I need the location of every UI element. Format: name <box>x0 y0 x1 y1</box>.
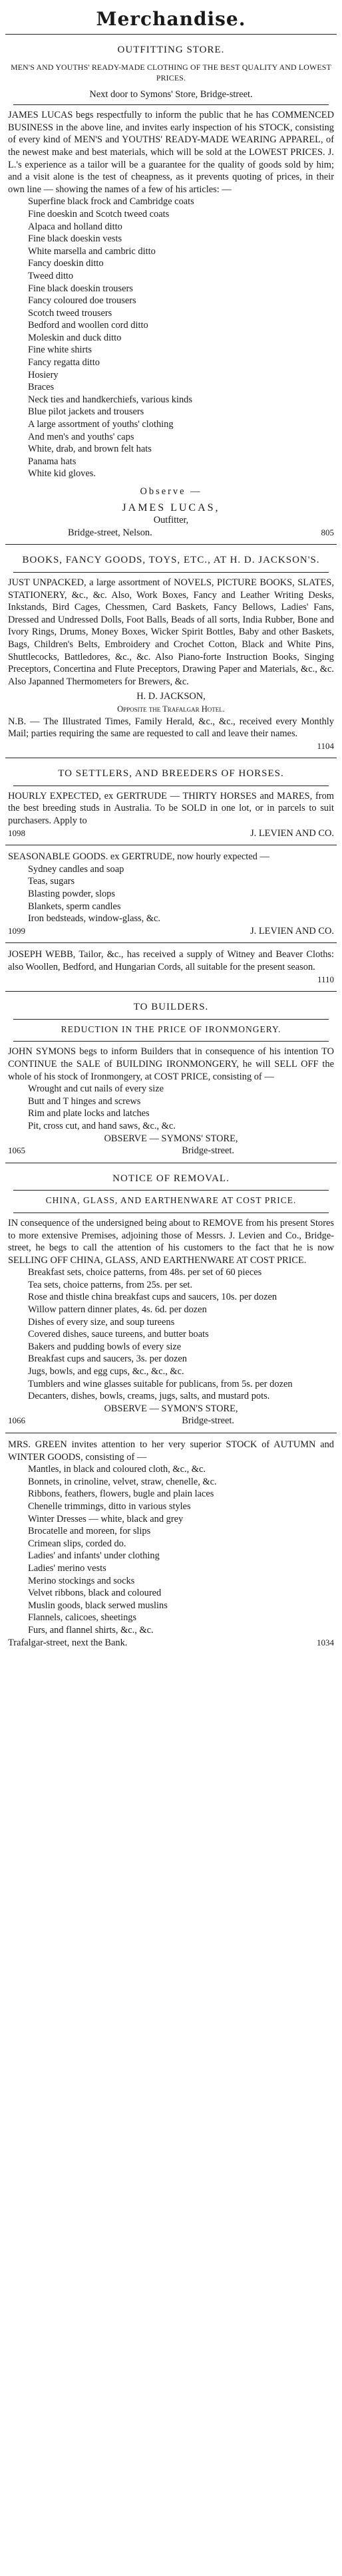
list-item: White marsella and cambric ditto <box>28 245 156 257</box>
list-item: White, drab, and brown felt hats <box>28 444 152 455</box>
list-item: Ladies' and infants' under clothing <box>28 1550 160 1562</box>
ad-title: BOOKS, FANCY GOODS, TOYS, ETC., AT H. D. JACKSON'S. <box>22 555 320 566</box>
signature-row <box>8 827 334 840</box>
ad-title: TO BUILDERS. <box>133 1002 209 1013</box>
observe-label: Observe — <box>140 486 202 497</box>
observe-label: OBSERVE — SYMON'S STORE, <box>104 1403 238 1414</box>
list-item: Crimean slips, corded do. <box>28 1538 126 1549</box>
list-item: Fancy coloured doe trousers <box>28 295 136 307</box>
ad-seasonable-goods <box>0 849 342 938</box>
list-item: Covered dishes, sauce tureens, and butter boats <box>28 1329 209 1340</box>
ad-subtitle: REDUCTION IN THE PRICE OF IRONMONGERY. <box>61 1024 281 1034</box>
signature: J. LEVIEN AND CO. <box>250 827 334 839</box>
ad-number: 1110 <box>317 974 334 984</box>
ad-body: MRS. GREEN invites attention to her very superior STOCK of AUTUMN and WINTER GOODS, consisting of — <box>8 1439 334 1463</box>
list-item: Brocatelle and moreen, for slips <box>28 1526 151 1537</box>
list-item: White kid gloves. <box>28 468 96 480</box>
ad-title: OUTFITTING STORE. <box>117 45 225 55</box>
list-item: Jugs, bowls, and egg cups, &c., &c., &c. <box>28 1366 184 1377</box>
divider <box>13 104 329 105</box>
list-item: Fancy regatta ditto <box>28 357 100 368</box>
ad-number: 1034 <box>317 1637 334 1647</box>
item-list <box>8 1083 334 1132</box>
list-item: Muslin goods, black serwed muslins <box>28 1600 168 1611</box>
ad-jackson-books <box>0 549 342 754</box>
divider <box>13 1190 329 1191</box>
list-item: Mantles, in black and coloured cloth, &c., &c. <box>28 1464 206 1475</box>
role: Outfitter, <box>153 515 189 526</box>
address-row <box>8 1637 334 1649</box>
list-item: Winter Dresses — white, black and grey <box>28 1513 184 1524</box>
ad-body: IN consequence of the undersigned being about to REMOVE from his present Stores to more extensive Premises, adjoining those of Messrs. J. Levien and Co., Bridge-street, he begs to call the attention of his customers to the fact that he is now SELLING OFF CHINA, GLASS, AND EARTHENWARE AT COST PRICE. <box>8 1217 334 1266</box>
nb-note: N.B. — The Illustrated Times, Family Herald, &c., &c., received every Monthly Mail; parties requiring the same are requested to call and leave their names. <box>8 716 334 740</box>
ad-body: SEASONABLE GOODS. ex GERTRUDE, now hourly expected — <box>8 851 269 863</box>
address-row <box>8 1145 334 1157</box>
list-item: Superfine black frock and Cambridge coats <box>28 196 194 208</box>
item-list <box>8 863 334 925</box>
list-item: Fine white shirts <box>28 345 92 356</box>
list-item: Teas, sugars <box>28 876 75 887</box>
divider <box>13 1041 329 1042</box>
divider <box>13 572 329 573</box>
list-item: Blasting powder, slops <box>28 889 115 900</box>
list-item: Braces <box>28 382 55 393</box>
address: Bridge-street. <box>182 1415 234 1427</box>
ad-mrs-green <box>0 1437 342 1650</box>
list-item: Velvet ribbons, black and coloured <box>28 1588 162 1599</box>
list-item: Fancy doeskin ditto <box>28 258 104 269</box>
ad-body: HOURLY EXPECTED, ex GERTRUDE — THIRTY HORSES and MARES, from the best breeding studs in Australia. To be SOLD in one lot, or in parcels to suit purchasers. Apply to <box>8 790 334 827</box>
list-item: Moleskin and duck ditto <box>28 332 122 343</box>
observe-label: OBSERVE — SYMONS' STORE, <box>104 1133 238 1144</box>
list-item: Ladies' merino vests <box>28 1562 106 1574</box>
item-list <box>8 196 334 480</box>
item-list <box>8 1463 334 1636</box>
list-item: Tweed ditto <box>28 270 74 281</box>
list-item: Neck ties and handkerchiefs, various kinds <box>28 394 192 405</box>
list-item: Breakfast sets, choice patterns, from 48s. per set of 60 pieces <box>28 1267 262 1278</box>
list-item: Rim and plate locks and latches <box>28 1108 150 1119</box>
ad-outfitting-store <box>0 39 342 540</box>
list-item: Chenelle trimmings, ditto in various styles <box>28 1501 191 1512</box>
ad-subtitle: CHINA, GLASS, AND EARTHENWARE AT COST PRICE. <box>45 1195 297 1206</box>
list-item: Bedford and woollen cord ditto <box>28 320 148 331</box>
ad-body: JOSEPH WEBB, Tailor, &c., has received a supply of Witney and Beaver Cloths: also Woollen, Bedford, and Hungarian Cords, all suitable for the present season. <box>8 949 334 972</box>
ad-to-builders <box>0 996 342 1159</box>
address: Bridge-street. <box>182 1145 234 1157</box>
ad-subtitle: MEN'S AND YOUTHS' READY-MADE CLOTHING OF THE BEST QUALITY AND LOWEST PRICES. <box>11 62 331 82</box>
ad-title: TO SETTLERS, AND BREEDERS OF HORSES. <box>58 768 284 780</box>
list-item: Alpaca and holland ditto <box>28 221 122 232</box>
divider <box>5 34 337 35</box>
list-item: Wrought and cut nails of every size <box>28 1083 164 1095</box>
list-item: Scotch tweed trousers <box>28 307 112 319</box>
ad-number: 805 <box>321 527 334 537</box>
divider <box>5 942 337 943</box>
list-item: Blue pilot jackets and trousers <box>28 406 144 418</box>
list-item: Dishes of every size, and soup tureens <box>28 1316 175 1328</box>
ad-number: 1098 <box>8 827 25 838</box>
list-item: Panama hats <box>28 456 77 467</box>
list-item: And men's and youths' caps <box>28 431 134 442</box>
list-item: Fine doeskin and Scotch tweed coats <box>28 208 170 219</box>
list-item: Bonnets, in crinoline, velvet, straw, chenelle, &c. <box>28 1476 217 1487</box>
ad-title: NOTICE OF REMOVAL. <box>112 1173 230 1184</box>
ad-body: JAMES LUCAS begs respectfully to inform the public that he has COMMENCED BUSINESS in the above line, and invites early inspection of his STOCK, consisting of every kind of MEN'S and YOUTHS' READY-MADE WEARING APPAREL, of the newest make and best materials, which will be sold at the LOWEST PRICES. J. L.'s experience as a tailor will be a guarantee for the quality of goods sold by him; and a visit alone is the test of cheapness, as it prevents quoting of prices, in their own line — showing the names of a few of his articles: — <box>8 110 334 195</box>
opposite-note: Opposite the Trafalgar Hotel. <box>117 704 225 714</box>
list-item: Fine black doeskin trousers <box>28 283 133 294</box>
list-item: Blankets, sperm candles <box>28 901 121 912</box>
ad-number: 1066 <box>8 1415 25 1426</box>
address: Bridge-street, Nelson. <box>68 527 152 538</box>
ad-body: JUST UNPACKED, a large assortment of NOVELS, PICTURE BOOKS, SLATES, STATIONERY, &c., &c. Also, Work Boxes, Fancy and Leather Writing Desks, Inkstands, Bird Cages, Chessmen, Card Baskets, Fancy Bellows, Ladies' Fans, Dressed and Undressed Dolls, Foot Balls, Beads of all sorts, India Rubber, Bone and Ivory Rings, Drums, Money Boxes, Wicker Spirit Bottles, Baby and other Baskets, Bags, Children's Belts, Embroidery and Crochet Cotton, Black and White Pins, Shuttlecocks, Battledores, &c., &c. Also Piano-forte Instruction Books, Singing Preceptors, Concertina and Flute Preceptors, Drawing Paper and Materials, &c., &c. Also Japanned Thermometers for Brewers, &c. <box>8 577 334 687</box>
address-row <box>8 527 334 539</box>
address-row <box>8 1415 334 1427</box>
masthead: Merchandise. <box>96 8 246 30</box>
list-item: Iron bedsteads, window-glass, &c. <box>28 913 161 925</box>
signature: JAMES LUCAS, <box>122 501 220 513</box>
address: Trafalgar-street, next the Bank. <box>8 1637 128 1648</box>
divider <box>5 544 337 545</box>
list-item: Fine black doeskin vests <box>28 233 122 245</box>
ad-number: 1065 <box>8 1145 25 1156</box>
ad-number: 1104 <box>317 740 334 751</box>
list-item: Breakfast cups and saucers, 3s. per dozen <box>28 1354 187 1365</box>
list-item: Furs, and flannel shirts, &c., &c. <box>28 1624 154 1636</box>
ad-horses <box>0 762 342 841</box>
signature: J. LEVIEN AND CO. <box>250 925 334 936</box>
ad-number: 1099 <box>8 925 25 936</box>
list-item: Pit, cross cut, and hand saws, &c., &c. <box>28 1120 176 1131</box>
list-item: A large assortment of youths' clothing <box>28 419 174 430</box>
divider <box>13 1019 329 1020</box>
list-item: Butt and T hinges and screws <box>28 1095 141 1107</box>
list-item: Rose and thistle china breakfast cups and saucers, 10s. per dozen <box>28 1292 277 1303</box>
list-item: Tea sets, choice patterns, from 25s. per set. <box>28 1279 193 1290</box>
ad-location: Next door to Symons' Store, Bridge-street. <box>89 88 253 100</box>
list-item: Hosiery <box>28 369 59 380</box>
list-item: Willow pattern dinner plates, 4s. 6d. per dozen <box>28 1304 207 1316</box>
list-item: Flannels, calicoes, sheetings <box>28 1612 137 1624</box>
list-item: Ribbons, feathers, flowers, bugle and plain laces <box>28 1489 214 1500</box>
list-item: Tumblers and wine glasses suitable for publicans, from 5s. per dozen <box>28 1378 293 1389</box>
signature-row <box>8 925 334 938</box>
divider <box>5 991 337 992</box>
list-item: Decanters, dishes, bowls, creams, jugs, salts, and mustard pots. <box>28 1391 270 1402</box>
ad-notice-of-removal <box>0 1167 342 1429</box>
ad-body: JOHN SYMONS begs to inform Builders that in consequence of his intention TO CONTINUE the SALE of BUILDING IRONMONGERY, he will SELL OFF the whole of his stock of Ironmongery, at COST PRICE, consisting of — <box>8 1046 334 1082</box>
list-item: Sydney candles and soap <box>28 863 124 875</box>
signature: H. D. JACKSON, <box>136 691 206 702</box>
list-item: Merino stockings and socks <box>28 1575 135 1586</box>
item-list <box>8 1266 334 1403</box>
list-item: Bakers and pudding bowls of every size <box>28 1341 182 1352</box>
ad-joseph-webb <box>0 947 342 987</box>
